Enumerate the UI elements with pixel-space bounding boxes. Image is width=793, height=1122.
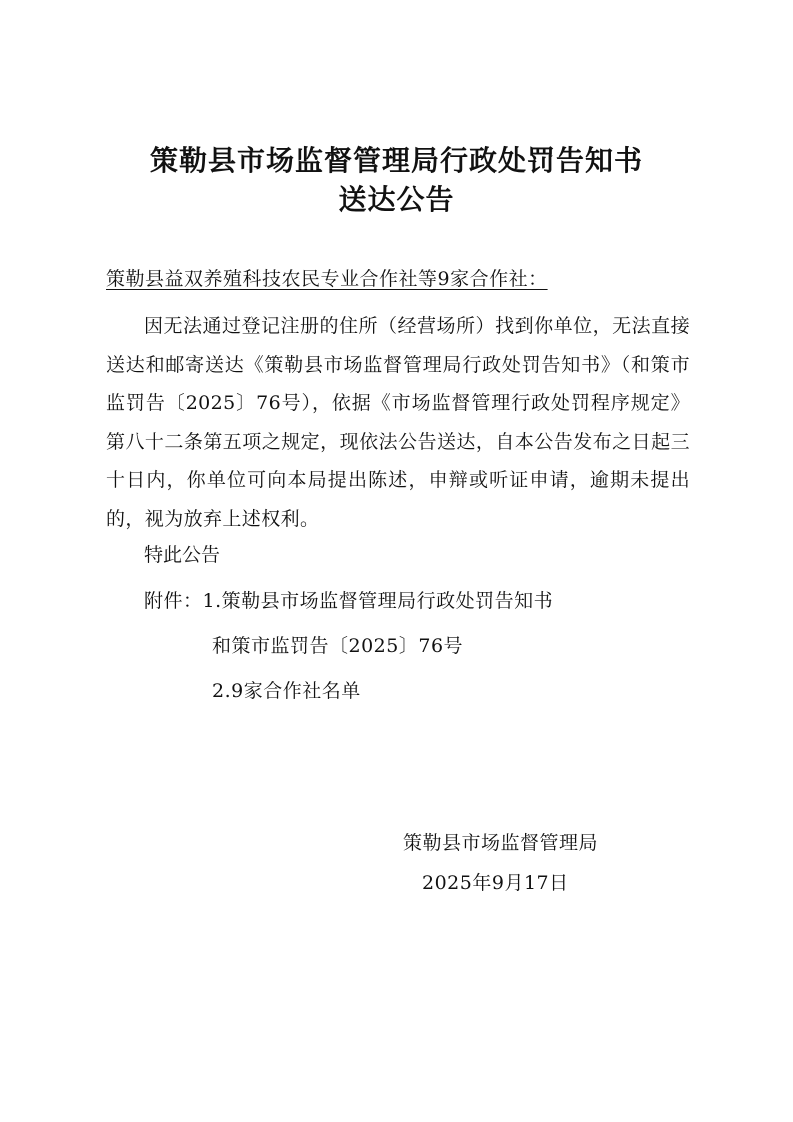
attachment-line-1: 附件：1.策勒县市场监督管理局行政处罚告知书	[144, 590, 554, 612]
notice-body: 因无法通过登记注册的住所（经营场所）找到你单位，无法直接送达和邮寄送达《策勒县市场监督管理局行政处罚告知书》（和策市监罚告〔2025〕76号），依据《市场监督管理行政处罚程序规定》第八十二条第五项之规定，现依法公告送达，自本公告发布之日起三十日内，你单位可向本局提出陈述，申辩或听证申请，逾期未提出的，视为放弃上述权利。	[106, 315, 690, 530]
issue-date: 2025年9月17日	[422, 872, 569, 894]
attachment-line-3: 2.9家合作社名单	[212, 680, 361, 702]
addressee: 策勒县益双养殖科技农民专业合作社等9家合作社：	[106, 268, 548, 290]
attachment-line-2: 和策市监罚告〔2025〕76号	[212, 635, 464, 657]
issuer-signature: 策勒县市场监督管理局	[403, 832, 599, 854]
document-title-line-1: 策勒县市场监督管理局行政处罚告知书	[149, 144, 643, 177]
document-title-line-2: 送达公告	[338, 183, 455, 216]
closing-remark: 特此公告	[144, 544, 221, 566]
